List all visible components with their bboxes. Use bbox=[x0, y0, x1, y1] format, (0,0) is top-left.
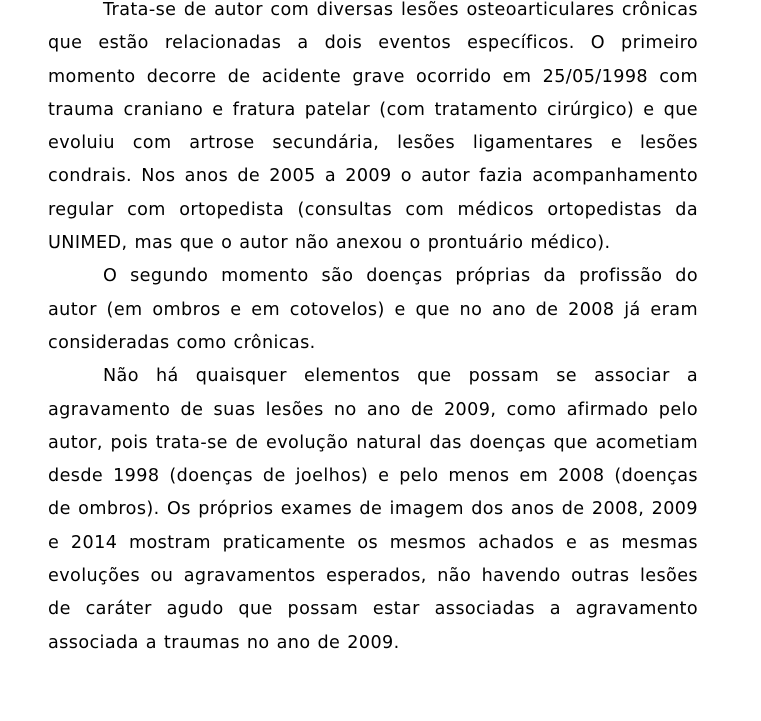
paragraph-conclusion: Não há quaisquer elementos que possam se associar a agravamento de suas lesões no ano de 2009, como afirmado pelo autor, pois trata-se de evolução natural das doenças que acometiam desde 1998 (doenças de joelhos) e pelo menos em 2008 (doenças de ombros). Os próprios exames de imagem dos anos de 2008, 2009 e 2014 mostram praticamente os mesmos achados e as mesmas evoluções ou agravamentos esperados, não havendo outras lesões de caráter agudo que possam estar associadas a agravamento associada a traumas no ano de 2009. bbox=[48, 366, 698, 653]
document-body bbox=[48, 0, 698, 660]
paragraph-second-event: O segundo momento são doenças próprias da profissão do autor (em ombros e em cotovelos) e que no ano de 2008 já eram consideradas como crônicas. bbox=[48, 266, 698, 353]
paragraph-first-event: Trata-se de autor com diversas lesões osteoarticulares crônicas que estão relacionadas a dois eventos específicos. O primeiro momento decorre de acidente grave ocorrido em 25/05/1998 com trauma craniano e fratura patelar (com tratamento cirúrgico) e que evoluiu com artrose secundária, lesões ligamentares e lesões condrais. Nos anos de 2005 a 2009 o autor fazia acompanhamento regular com ortopedista (consultas com médicos ortopedistas da UNIMED, mas que o autor não anexou o prontuário médico). bbox=[48, 0, 698, 254]
